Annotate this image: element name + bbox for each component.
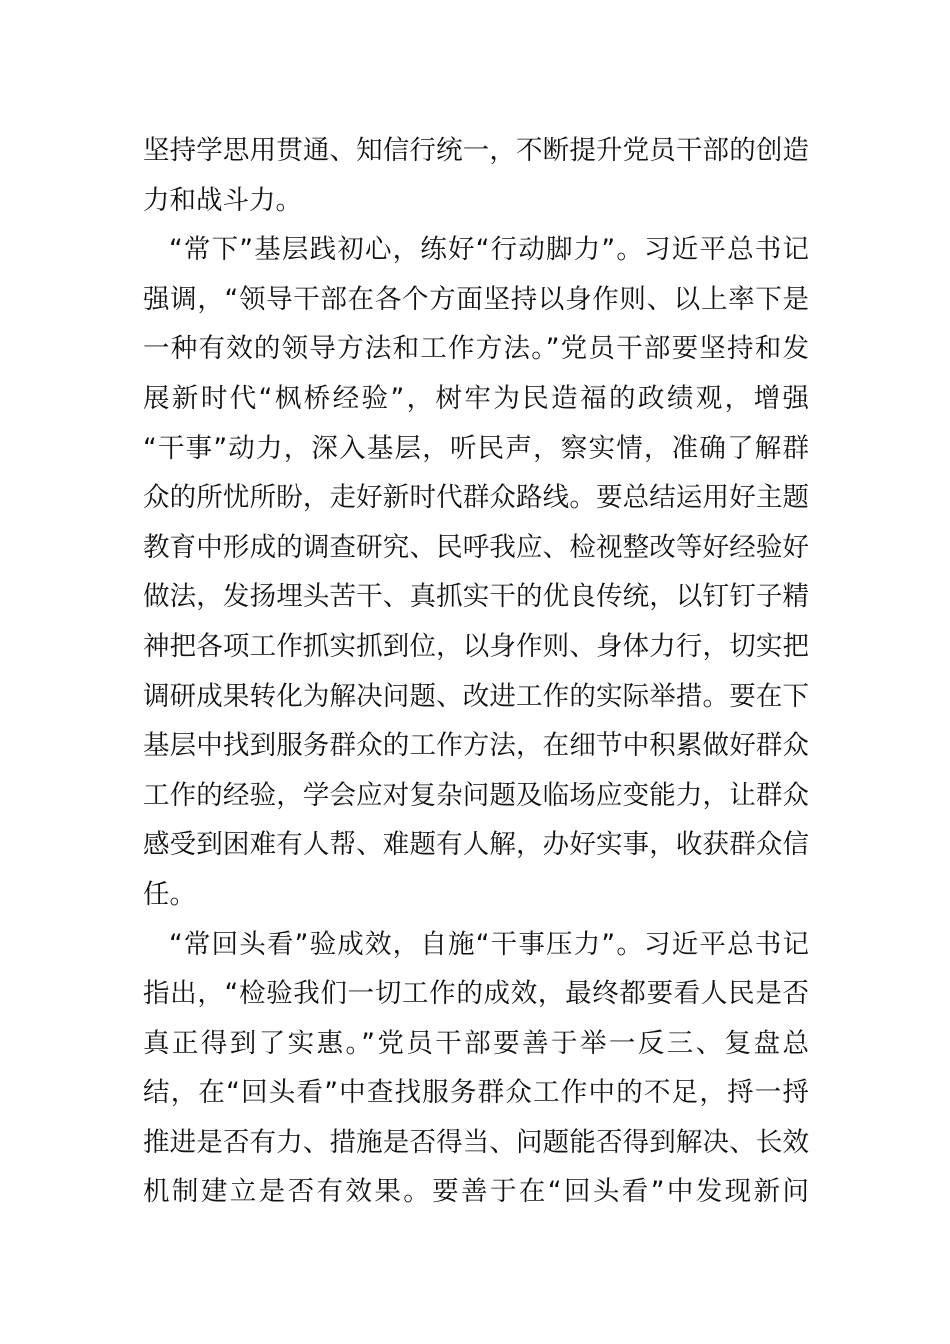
text-line: 结，在“回头看”中查找服务群众工作中的不足，捋一捋: [143, 1077, 809, 1109]
text-line: 做法，发扬埋头苦干、真抓实干的优良传统，以钉钉子精: [143, 581, 809, 613]
text-line: 真正得到了实惠。”党员干部要善于举一反三、复盘总: [143, 1027, 809, 1059]
text-line: 展新时代“枫桥经验”，树牢为民造福的政绩观，增强: [143, 382, 809, 414]
text-line: 坚持学思用贯通、知信行统一，不断提升党员干部的创造: [143, 135, 809, 166]
text-line: 强调，“领导干部在各个方面坚持以身作则、以上率下是: [143, 283, 809, 315]
text-line: “干事”动力，深入基层，听民声，察实情，准确了解群: [143, 432, 809, 464]
text-line: 众的所忧所盼，走好新时代群众路线。要总结运用好主题: [143, 482, 809, 514]
text-line: 工作的经验，学会应对复杂问题及临场应变能力，让群众: [143, 779, 809, 811]
text-line: 推进是否有力、措施是否得当、问题能否得到解决、长效: [143, 1126, 809, 1158]
text-line: 机制建立是否有效果。要善于在“回头看”中发现新问: [143, 1176, 809, 1208]
text-line: 指出，“检验我们一切工作的成效，最终都要看人民是否: [143, 978, 809, 1010]
text-line: 一种有效的领导方法和工作方法。”党员干部要坚持和发: [143, 333, 809, 365]
text-line: 神把各项工作抓实抓到位，以身作则、身体力行，切实把: [143, 630, 809, 662]
text-line: 教育中形成的调查研究、民呼我应、检视整改等好经验好: [143, 531, 809, 563]
paragraph-start-line: “常回头看”验成效，自施“干事压力”。习近平总书记: [169, 928, 809, 960]
text-line: 基层中找到服务群众的工作方法，在细节中积累做好群众: [143, 730, 809, 762]
text-line: 任。: [143, 878, 196, 910]
text-line: 感受到困难有人帮、难题有人解，办好实事，收获群众信: [143, 829, 809, 861]
paragraph-start-line: “常下”基层践初心，练好“行动脚力”。习近平总书记: [169, 234, 809, 266]
text-line: 调研成果转化为解决问题、改进工作的实际举措。要在下: [143, 680, 809, 712]
text-line: 力和战斗力。: [143, 184, 302, 216]
body-text: [143, 126, 809, 1217]
